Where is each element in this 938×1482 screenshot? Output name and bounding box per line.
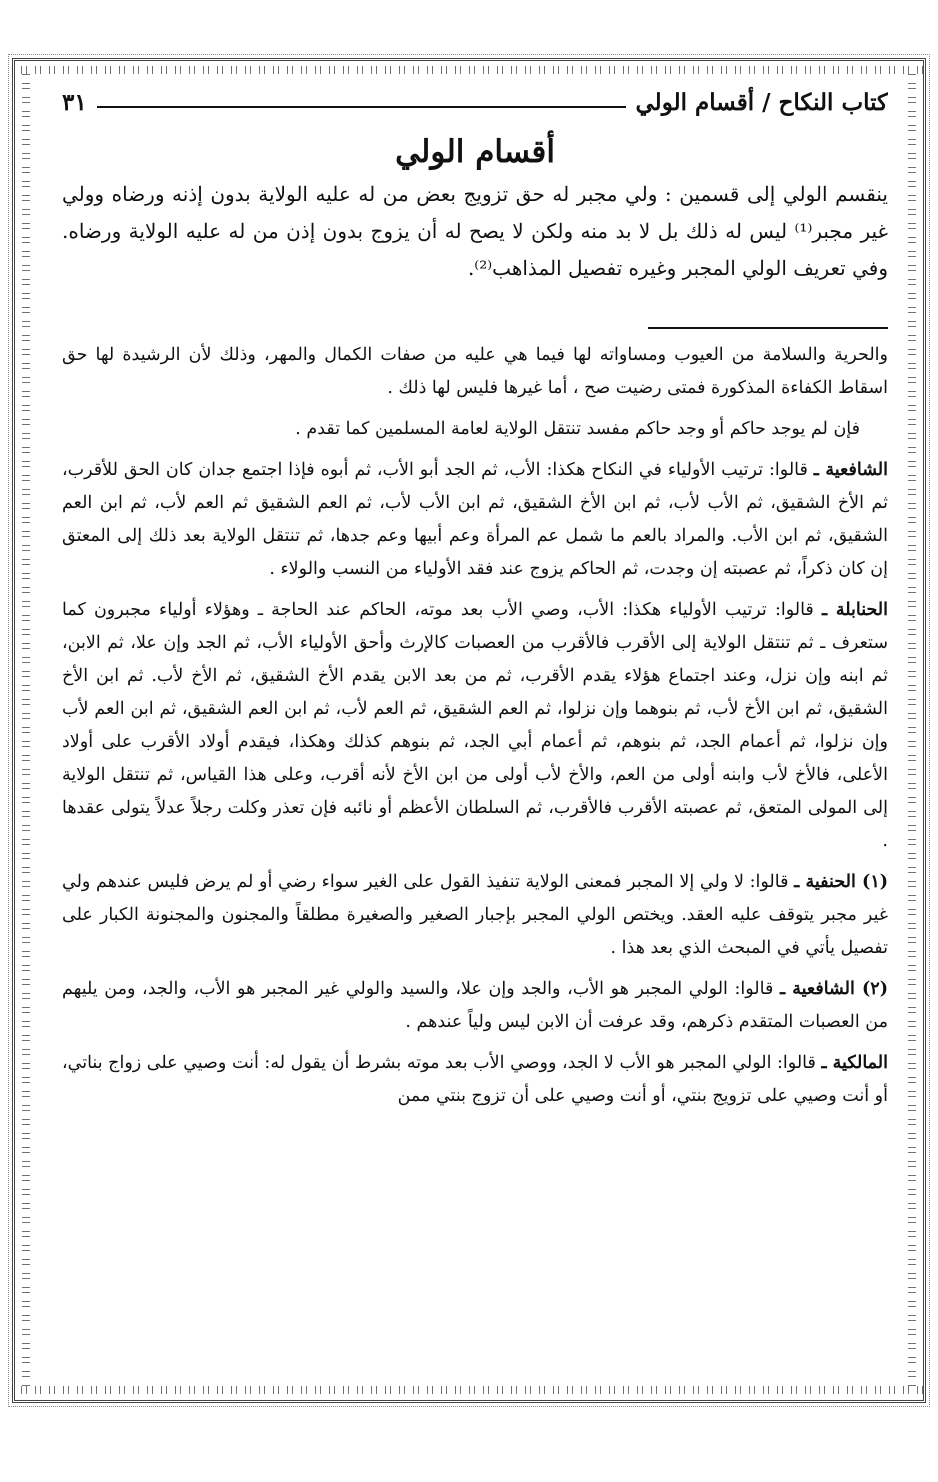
footnote-paragraph (62, 866, 888, 965)
frame-border-left (22, 74, 30, 1386)
footnote-text: قالوا: الولي المجبر هو الأب لا الجد، ووصي الأب بعد موته بشرط أن يقول له: أنت وصيي على زواج بناتي، أو أنت وصيي على تزويج بنتي، أو أنت وصيي على أن تزوج بنتي ممن (62, 1053, 888, 1106)
footnote-paragraph (62, 339, 888, 405)
section-title: أقسام الولي (395, 134, 555, 170)
footnote-text: قالوا: ترتيب الأولياء في النكاح هكذا: الأب، ثم الجد أبو الأب، ثم أبوه فإذا اجتمع جدان كان الحق للأقرب، ثم الأخ الشقيق، ثم الأب لأب، ثم ابن الأخ الشقيق، ثم ابن الأب لأب، ثم العم الشقيق ثم العم لأب، ثم ابن العم الشقيق، ثم ابن الأب. والمراد بالعم ما شمل عم المرأة وعم أبيها وعم جدها، ثم تنتقل الولاية بعد ذلك إلى المعتق إن كان ذكراً، ثم عصبته إن وجدت، ثم الحاكم يزوج عند فقد الأولياء من النسب والولاء . (62, 460, 888, 579)
footnote-paragraph (62, 454, 888, 586)
main-paragraph: ينقسم الولي إلى قسمين : ولي مجبر له حق تزويج بعض من له عليه الولاية بدون إذنه ورضاه وولي غير مجبر⁽¹⁾ ليس له ذلك بل لا بد منه ولكن لا يصح له أن يزوج بدون إذن من له عليه الولاية ورضاه. وفي تعريف الولي المجبر وغيره تفصيل المذاهب⁽²⁾. (62, 182, 888, 280)
footnote-lead: الحنابلة ـ (822, 600, 888, 620)
page-content (62, 78, 888, 1378)
footnote-text: والحرية والسلامة من العيوب ومساواته لها فيما هي عليه من صفات الكمال والمهر، وذلك لأن الرشيدة لها حق اسقاط الكفاءة المذكورة فمتى رضيت صح ، أما غيرها فليس لها ذلك . (62, 345, 888, 398)
running-header (62, 78, 888, 126)
footnote-lead: (٢) الشافعية ـ (779, 979, 888, 999)
main-text-block (62, 176, 888, 287)
frame-border-right (908, 74, 916, 1386)
footnote-text: قالوا: ترتيب الأولياء هكذا: الأب، وصي الأب بعد موته، الحاكم عند الحاجة ـ وهؤلاء أولياء مجبرون كما ستعرف ـ ثم تنتقل الولاية إلى الأقرب فالأقرب من العصبات كالإرث وأحق الأولياء الأب، ثم الجد وإن علا، ثم الابن، ثم ابنه وإن نزل، وعند اجتماع هؤلاء يقدم الأقرب، ثم من بعد الابن يقدم الأخ الشقيق، ثم الأخ لأب. ثم ابن الأخ الشقيق، ثم ابن الأخ لأب، ثم بنوهما وإن نزلوا، ثم العم الشقيق، ثم العم لأب، ثم ابن العم الشقيق، ثم ابن العم لأب وإن نزلوا، ثم أعمام الجد، ثم بنوهم، ثم أعمام أبي الجد، ثم بنوهم كذلك وهكذا، فيقدم أولاد الأقرب على أولاد الأعلى، فالأخ لأب وابنه أولى من العم، والأخ لأب أولى من ابن الأخ لأنه أقرب، وعلى هذا القياس، ثم تنتقل الولاية إلى المولى المتعق، ثم عصبته الأقرب فالأقرب، ثم السلطان الأعظم أو نائبه فإن تعذر وكلت رجلاً عدلاً يتولى عقدها . (62, 600, 888, 851)
footnote-paragraph (62, 973, 888, 1039)
footnote-separator (648, 327, 888, 329)
footnote-paragraph (62, 594, 888, 858)
footnote-lead: (١) الحنفية ـ (794, 872, 888, 892)
page-number: ٣١ (62, 88, 87, 116)
footnote-paragraph (62, 1047, 888, 1113)
frame-border-bottom (12, 1386, 926, 1394)
running-title: كتاب النكاح / أقسام الولي (635, 88, 888, 116)
footnote-paragraph (62, 413, 888, 446)
frame-border-top (12, 66, 926, 74)
footnote-text: فإن لم يوجد حاكم أو وجد حاكم مفسد تنتقل الولاية لعامة المسلمين كما تقدم . (295, 419, 860, 439)
footnote-lead: المالكية ـ (821, 1053, 888, 1073)
header-rule (97, 106, 626, 108)
footnote-text: قالوا: لا ولي إلا المجبر فمعنى الولاية تنفيذ القول على الغير سواء رضي أو لم يرض فليس عندهم ولي غير مجبر يتوقف عليه العقد. ويختص الولي المجبر بإجبار الصغير والصغيرة مطلقاً والمجنون والمجنونة الكبار على تفصيل يأتي في المبحث الذي بعد هذا . (62, 872, 888, 958)
footnotes (62, 339, 888, 1113)
footnote-text: قالوا: الولي المجبر هو الأب، والجد وإن علا، والسيد والولي غير المجبر هو الأب، والجد، ومن يليهم من العصبات المتقدم ذكرهم، وقد عرفت أن الابن ليس ولياً عندهم . (62, 979, 888, 1032)
footnote-lead: الشافعية ـ (813, 460, 888, 480)
